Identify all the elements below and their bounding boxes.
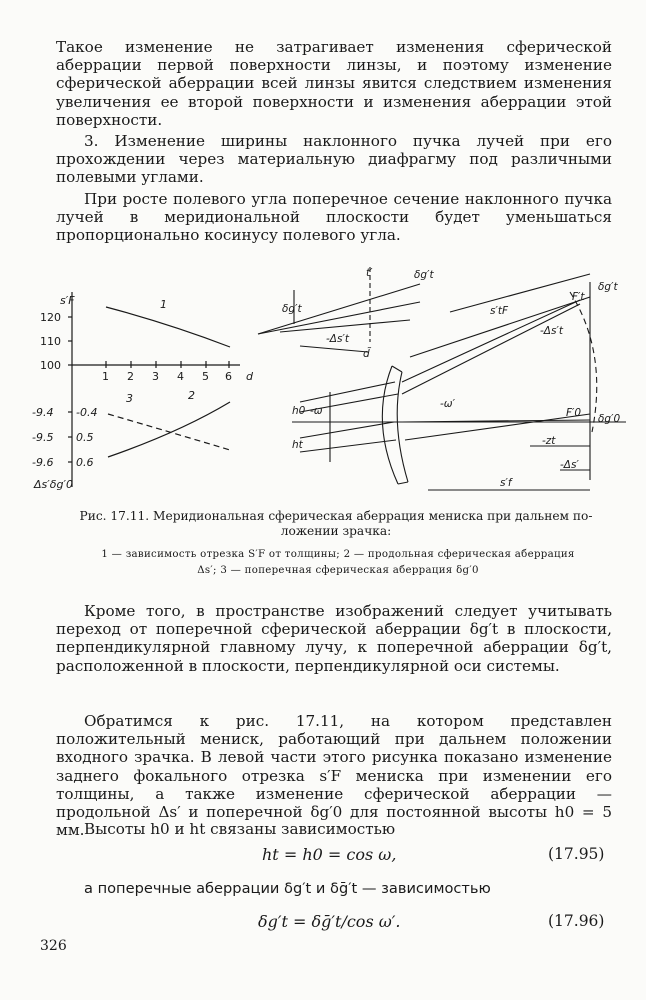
paragraph-7: а поперечные аберрации δg′t и δḡ′t — зависимостью <box>84 880 491 897</box>
curve-2-longitudinal <box>108 402 230 457</box>
label-h0: h0 <box>292 405 306 417</box>
curve-1-sf-thickness <box>106 307 230 347</box>
label-dg0: δg′0 <box>598 413 621 425</box>
paragraph-6: Высоты h0 и ht связаны зависимостью <box>84 820 396 838</box>
x-label: d <box>246 370 253 383</box>
figure-17-11 <box>30 262 630 500</box>
equation-number-17-96: (17.96) <box>548 912 605 930</box>
x-tick: 4 <box>177 370 184 383</box>
y-bottom-outer: -9.5 <box>32 431 54 444</box>
paragraph-3: При росте полевого угла поперечное сечение наклонного пучка лучей в меридиональной плоскости будет уменьшаться пропорционально косинусу полевого угла. <box>56 190 612 245</box>
page-number: 326 <box>40 938 67 954</box>
label-dg-right: δg′t <box>598 281 618 293</box>
figure-legend-line-1: 1 — зависимость отрезка S′F от толщины; 2 — продольная сферическая аберрация <box>101 549 575 560</box>
label-minus-omega: -ω <box>310 405 323 417</box>
formula-17-95: ht = h0 = cos ω, <box>262 845 397 864</box>
label-stf: s′tF <box>490 305 509 317</box>
y-tick-110: 110 <box>40 335 61 348</box>
paragraph-4: Кроме того, в пространстве изображений следует учитывать переход от поперечной сферической аберрации δg′t в плоскости, перпендикулярной главному лучу, к поперечной аберрации δg′t, расположенной в плоскости, перпендикулярной оси системы. <box>56 602 612 675</box>
y-bottom-inner: 0.5 <box>76 431 94 444</box>
curve-label-1: 1 <box>160 298 167 311</box>
bottom-axis-label: Δs′δg′0 <box>34 478 73 491</box>
y-bottom-outer: -9.6 <box>32 456 54 469</box>
paragraph-5: Обратимся к рис. 17.11, на котором представлен положительный мениск, работающий при дальнем положении входного зрачка. В левой части этого рисунка показано изменение заднего фокального отрезка s′F мениска при изменении его толщины, а также изменение сферической аберрации — продольной Δs′ и поперечной δg′0 для постоянной высоты h0 = 5 мм. <box>56 712 612 840</box>
figure-legend-line-2: Δs′; 3 — поперечная сферическая аберрация δg′0 <box>197 565 479 576</box>
y-bottom-inner: 0.6 <box>76 456 94 469</box>
label-ds-right: -Δs′t <box>540 325 563 337</box>
y-bottom-outer: -9.4 <box>32 406 54 419</box>
paragraph-1: Такое изменение не затрагивает изменения сферической аберрации первой поверхности линзы, и поэтому изменение сферической аберрации всей линзы явится следствием изменения увеличения ее второй поверхности и изменения аберрации этой поверхности. <box>56 38 612 129</box>
formula-17-96: δg′t = δḡ′t/cos ω′. <box>258 912 401 931</box>
label-zt: -zt <box>542 435 556 447</box>
x-tick: 2 <box>127 370 134 383</box>
y-tick-120: 120 <box>40 311 61 324</box>
equation-number-17-95: (17.95) <box>548 845 605 863</box>
label-t-top: t′ <box>366 267 373 279</box>
label-ds-top: -Δs′t <box>326 333 349 345</box>
label-ft: F′t <box>572 291 585 303</box>
paragraph-2: 3. Изменение ширины наклонного пучка лучей при его прохождении через материальную диафрагму под различными полевыми углами. <box>56 132 612 187</box>
x-tick: 3 <box>152 370 159 383</box>
figure-caption-line-1: Рис. 17.11. Меридиональная сферическая аберрация мениска при дальнем по- <box>79 509 593 523</box>
left-y-title: s′F <box>60 294 75 307</box>
label-ht: ht <box>292 439 303 451</box>
curve-3-transverse <box>108 414 230 450</box>
label-dg-top: δg′t <box>282 303 302 315</box>
label-sf: s′f <box>500 477 512 489</box>
label-d-tilde: d̃ <box>363 348 370 360</box>
figure-caption-line-2: ложении зрачка: <box>280 524 392 538</box>
y-tick-100: 100 <box>40 359 61 372</box>
label-omega-prime: -ω′ <box>440 398 455 410</box>
label-dg-top2: δg′t <box>414 269 434 281</box>
label-f0: F′0 <box>566 407 582 419</box>
x-tick: 5 <box>202 370 209 383</box>
y-bottom-inner: -0.4 <box>76 406 98 419</box>
label-ds-bottom: -Δs′ <box>560 459 579 471</box>
curve-label-2: 2 <box>188 389 195 402</box>
curve-label-3: 3 <box>126 392 133 405</box>
x-tick: 1 <box>102 370 109 383</box>
x-tick: 6 <box>225 370 232 383</box>
lens-back-surface <box>397 372 408 482</box>
